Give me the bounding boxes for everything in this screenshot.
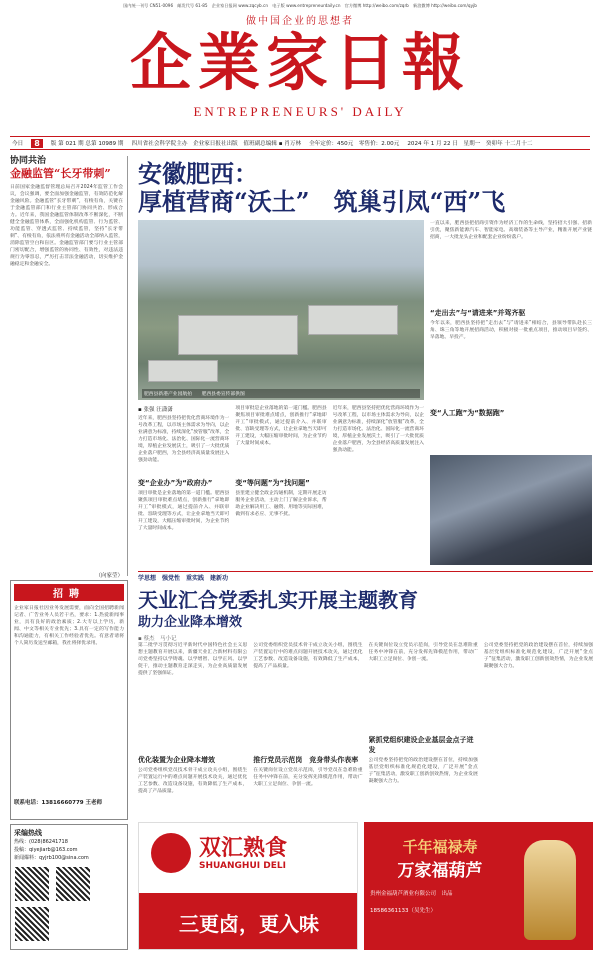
second-body-4: 公司党委坚持把党的政治建设摆在首位，持续加强基层党组织标准化规范化建设，广泛开展“金点子”征集活动，激发职工创新创效热情，为企业发展凝聚强大合力。 — [368, 758, 478, 784]
lead-col-2 — [235, 405, 326, 565]
lead-headline[interactable] — [138, 160, 593, 216]
left-author: （向家莹） — [95, 573, 123, 579]
ad2-phone: 18586361133（吴先生） — [370, 908, 436, 914]
second-col-1 — [138, 642, 247, 817]
ad2-body: 贵州金福葫芦酒业有限公司 出品 — [370, 891, 453, 897]
secondary-photo — [430, 455, 592, 565]
lead-body-2b: 项目审批是企业落地的第一道门槛。肥西县聚焦项目审批难点堵点，创新推行“拿地即开工”审批模式，通过提前介入、并联审批、容缺受理等方式，让企业拿地当天即可开工建设，大幅压缩审批时间，为企业节约了大量时间成本。 — [235, 406, 327, 446]
left-body: 日前国家金融监督管理总局召开2024年监管工作会议，会议强调，要全面加强金融监管，有效防范化解金融风险。金融监管“长牙带刺”，有棱有角，关键在于金融监管部门和行业主管部门协同共治、形成合力。近年来，我国金融监管体制改革不断深化，不断健全金融监管体系，全面强化机构监管、行为监管、功能监管、穿透式监管、持续监管，坚持“长牙带刺”、有棱有角，依法将所有金融活动全部纳入监管，消除监管空白和盲区。金融监管部门要与行业主管部门密切配合，增强监管的协同性、有效性，对违法违规行为零容忍，严厉打击非法金融活动，切实维护金融稳定和金融安全。 — [10, 185, 123, 267]
lead-subhead-4: 变“人工跑”为“数据跑” — [430, 409, 505, 417]
second-body-columns — [138, 642, 593, 817]
lead-body-3b: 近年来，肥西县坚持把优化营商环境作为一号改革工程，以市场主体需求为导向，以企业满意为标准，持续深化“放管服”改革，全力打造市场化、法治化、国际化一流营商环境，厚植企业发展沃土，吸引了一大批优质企业落户肥西，为全县经济高质量发展注入强劲动能。 — [332, 406, 424, 453]
date-info: 2024 年 1 月 22 日 星期一 癸卯年 十二月十二 — [407, 141, 533, 147]
ad2-title-1: 千年福禄寿 — [402, 838, 478, 856]
recruit-contact: 联系电话：13816660779 王老师 — [14, 800, 103, 806]
ad1-tagline: 三更卤，更入味 — [139, 893, 358, 950]
lead-col-3 — [333, 405, 424, 565]
second-subheadline: 助力企业降本增效 — [138, 615, 243, 630]
recruit-body: 企业家日报社因业务发展需要，面向全国招聘新闻记者、广告业务人员若干名，要求：1.热爱新闻事业，具有良好的政治素质；2.大专以上学历，新闻、中文等相关专业优先；3.具有一定的写作能力和沟通能力，有相关工作经验者优先。有意者请将个人简历发送至邮箱，我社将择优录用。 — [14, 606, 124, 646]
page-number: 8 — [31, 139, 43, 148]
second-subhead-2: 推行党员示范岗 竞身带头作表率 — [253, 756, 359, 764]
qr-code-icon[interactable] — [15, 867, 49, 901]
lead-body-columns — [138, 405, 424, 565]
qr-code-icon[interactable] — [56, 867, 90, 901]
lead-col-1 — [138, 405, 229, 565]
lead-photo-caption: 肥西县新港产业园航拍 肥西县委宣传部供图 — [142, 389, 420, 398]
ad1-pinyin: SHUANGHUI DELI — [199, 861, 286, 871]
qr-code-icon[interactable] — [15, 907, 49, 941]
section-bar — [138, 571, 593, 583]
building-shape — [148, 360, 218, 382]
contact-line-3: 新闻爆料：qyjrb100@sina.com — [14, 855, 89, 861]
left-headline[interactable]: 金融监管“长牙带刺” — [10, 167, 111, 180]
contact-line-2: 投稿：qiyejiarb@163.com — [14, 847, 78, 853]
issue-info-bar — [10, 136, 590, 150]
left-column-article — [10, 156, 128, 579]
second-col-2 — [253, 642, 362, 817]
second-headline[interactable]: 天业汇合党委扎实开展主题教育 — [138, 588, 418, 612]
lead-subhead-3: “走出去”与“请进来”并驾齐驱 — [430, 309, 526, 317]
lead-body-2: 项目审批是企业落地的第一道门槛。肥西县聚焦项目审批难点堵点，创新推行“拿地即开工”审批模式，通过提前介入、并联审批、容缺受理等方式，让企业拿地当天即可开工建设，大幅压缩审批时间，为企业节约了大量时间成本。 — [138, 491, 230, 531]
masthead-english: ENTREPRENEURS' DAILY — [193, 104, 407, 119]
contact-line-1: 热线：(028)86241718 — [14, 839, 68, 845]
second-body-4b: 公司党委坚持把党的政治建设摆在首位，持续加强基层党组织标准化规范化建设，广泛开展“金点子”征集活动，激发职工创新创效热情，为企业发展凝聚强大合力。 — [483, 643, 593, 669]
bottle-icon — [524, 840, 576, 940]
second-body-1: 第二批学习贯彻习近平新时代中国特色社会主义思想主题教育开展以来，新疆天业汇合新材料有限公司党委坚持以学铸魂、以学增智、以学正风、以学促干，推动主题教育走深走实，为企业高质量发展提供了坚强保证。 — [138, 643, 248, 676]
second-col-4 — [484, 642, 593, 817]
ad1-brand: 双汇熟食 — [199, 835, 288, 861]
recruit-title: 招聘 — [14, 584, 124, 601]
lead-subhead-1: 变“企业办”为“政府办” — [138, 479, 213, 487]
lead-right-column — [430, 220, 592, 450]
publisher-info: 四川省社会科学院主办 企业家日报社出版 值班副总编辑 ▪ 肖万林 — [131, 141, 302, 147]
second-body-3: 在关键岗位设立党员示范岗，引导党员在急难险重任务中冲锋在前，充分发挥先锋模范作用，带动广大职工立足岗位、争创一流。 — [253, 768, 363, 787]
second-author: ▪ 蔡杰 马小记 — [138, 636, 177, 642]
lead-title-line-1: 安徽肥西： — [138, 159, 258, 188]
lead-author: ▪ 张强 汪潇潇 — [138, 407, 173, 413]
lead-photo — [138, 220, 424, 400]
ad2-title-2: 万家福葫芦 — [397, 861, 483, 881]
today-label: 今日 — [12, 141, 24, 147]
lead-body-1: 近年来，肥西县坚持把优化营商环境作为一号改革工程，以市场主体需求为导向，以企业满意为标准，持续深化“放管服”改革，全力打造市场化、法治化、国际化一流营商环境，厚植企业发展沃土，吸引了一大批优质企业落户肥西，为全县经济高质量发展注入强劲动能。 — [138, 416, 230, 463]
lead-body-3: 县里建立健全政企沟通机制，定期开展走访服务企业活动，主动上门了解企业诉求，帮助企业解决用工、融资、用地等实际困难，做到有求必应、无事不扰。 — [235, 491, 327, 517]
second-body-2: 公司党委组织党员技术骨干成立攻关小组，围绕生产装置运行中的难点问题开展技术攻关，通过优化工艺参数、改造设备设施，有效降低了生产成本，提高了产品质量。 — [138, 768, 248, 794]
recruit-box — [10, 580, 128, 820]
second-subhead-1: 优化装置为企业降本增效 — [138, 756, 215, 764]
contact-box — [10, 824, 128, 950]
lead-subhead-2: 变“等问题”为“找问题” — [235, 479, 310, 487]
lead-right-body-2: 今年以来，肥西县坚持把“走出去”与“请进来”相结合，县领导带队赴长三角、珠三角等地开展招商活动，积极对接一批重点项目，推动项目早签约、早落地、早投产。 — [430, 321, 592, 340]
second-subhead-3: 紧抓党组织建设企业基层金点子迸发 — [368, 736, 474, 754]
slogan: 做中国企业的思想者 — [246, 16, 354, 27]
second-col-3 — [369, 642, 478, 817]
pig-logo-icon — [151, 833, 191, 873]
edition-info: 版 第 021 期 总第 10989 期 — [50, 141, 124, 147]
top-info-line: 国内统一刊号 CN51-0096 邮发代号 61-85 企业家日报网 www.zqcyb.cn 电子版 www.entrepreneurdaily.cn 官方微博 http://weibo.com/zqrb 新浪微博 http://weibo.com/qyjb — [123, 3, 477, 8]
masthead: 企業家日報 — [129, 26, 470, 99]
second-body-2b: 公司党委组织党员技术骨干成立攻关小组，围绕生产装置运行中的难点问题开展技术攻关，通过优化工艺参数、改造设备设施，有效降低了生产成本，提高了产品质量。 — [253, 643, 363, 669]
lead-title-line-2: 厚植营商“沃土” 筑巢引凤“西”飞 — [138, 187, 506, 216]
lead-right-body: 一直以来，肥西县把招商引资作为经济工作的生命线，坚持招大引强、招新引优，聚焦新能源汽车、智能家电、高端装备等主导产业，精准开展产业链招商，一大批龙头企业和配套企业纷纷落户。 — [430, 221, 592, 240]
fuhulu-ad[interactable] — [364, 822, 593, 950]
building-shape — [308, 305, 398, 335]
building-shape — [178, 315, 298, 355]
second-body-3b: 在关键岗位设立党员示范岗，引导党员在急难险重任务中冲锋在前，充分发挥先锋模范作用，带动广大职工立足岗位、争创一流。 — [368, 643, 478, 662]
left-kicker: 协同共治 — [10, 156, 47, 166]
price-info: 全年定价：450元 零售价：2.00元 — [309, 141, 400, 147]
section-tags: 学思想 强党性 重实践 建新功 — [138, 575, 229, 582]
contact-title: 采编热线 — [14, 829, 42, 837]
shuanghui-ad[interactable] — [138, 822, 358, 950]
